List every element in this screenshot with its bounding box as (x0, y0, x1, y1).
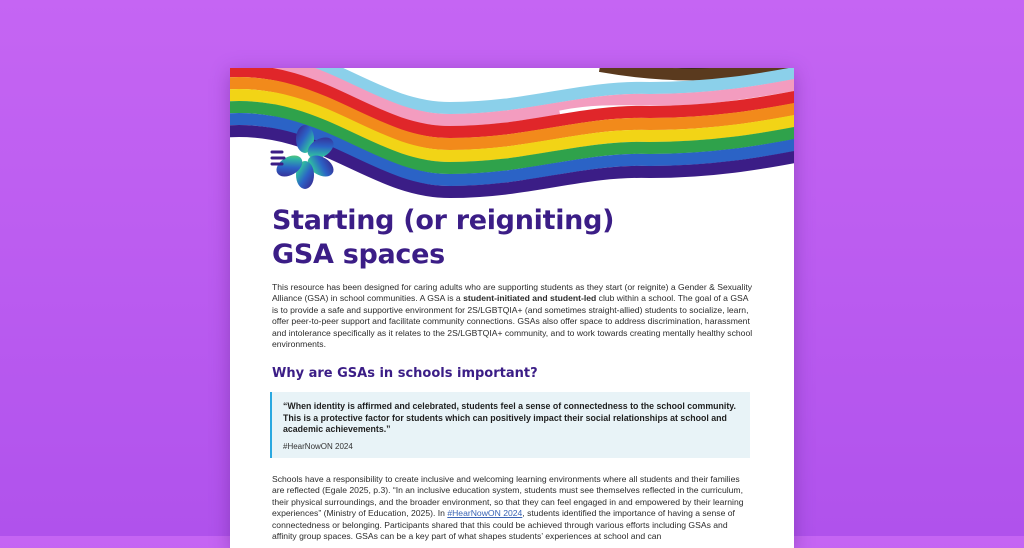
quote-text: “When identity is affirmed and celebrated, students feel a sense of connectedness to the school community. This is a protective factor for students which can positively impact their social relationships at school and academic achievements.” (283, 401, 736, 435)
title-line-2: GSA spaces (272, 239, 445, 270)
quote-source: #HearNowON 2024 (283, 442, 353, 451)
quote-callout (270, 392, 750, 458)
asterisk-flower-logo-icon (270, 122, 340, 192)
intro-paragraph (272, 282, 754, 350)
page-title (272, 204, 614, 272)
body-paragraph (272, 474, 754, 542)
intro-text-end: club within a school. The goal of a GSA is to provide a safe and supportive environment for 2S/LGBTQIA+ (and sometimes straight-allied) students to socialize, learn, offer peer-to-peer support and facilitate community connections. GSAs also offer space to address discrimination, harassment and intolerance specifically as it relates to the 2S/LGBTQIA+ community, and to work towards creating mentally healthy school environments. (272, 293, 753, 350)
hearnowon-link[interactable]: #HearNowON 2024 (447, 508, 523, 519)
section-heading: Why are GSAs in schools important? (272, 366, 538, 381)
body-text-start: Schools have a responsibility to create inclusive and welcoming learning environments where all students and their families are reflected (Egale 2025, p.3). “In an inclusive education system, students must see themselves reflected in the curriculum, their physical surroundings, and the broader environment, so that they can feel engaged in and empowered by their learning experiences” (Ministry of Education, 2025). In (272, 474, 744, 519)
body-text-end: , students identified the importance of having a sense of connectedness or belonging. Participants shared that this could be achieved through various efforts including GSAs and affinity group spaces. GSAs can be a key part of what shapes students’ experiences at school and can (272, 508, 735, 542)
document-page (230, 68, 794, 548)
title-line-1: Starting (or reigniting) (272, 205, 615, 236)
intro-text-start: This resource has been designed for caring adults who are supporting students as they start (or reignite) a Gender & Sexuality Alliance (GSA) in school communities. A GSA is a (272, 282, 753, 304)
intro-bold-text: student-initiated and student-led (463, 293, 597, 304)
